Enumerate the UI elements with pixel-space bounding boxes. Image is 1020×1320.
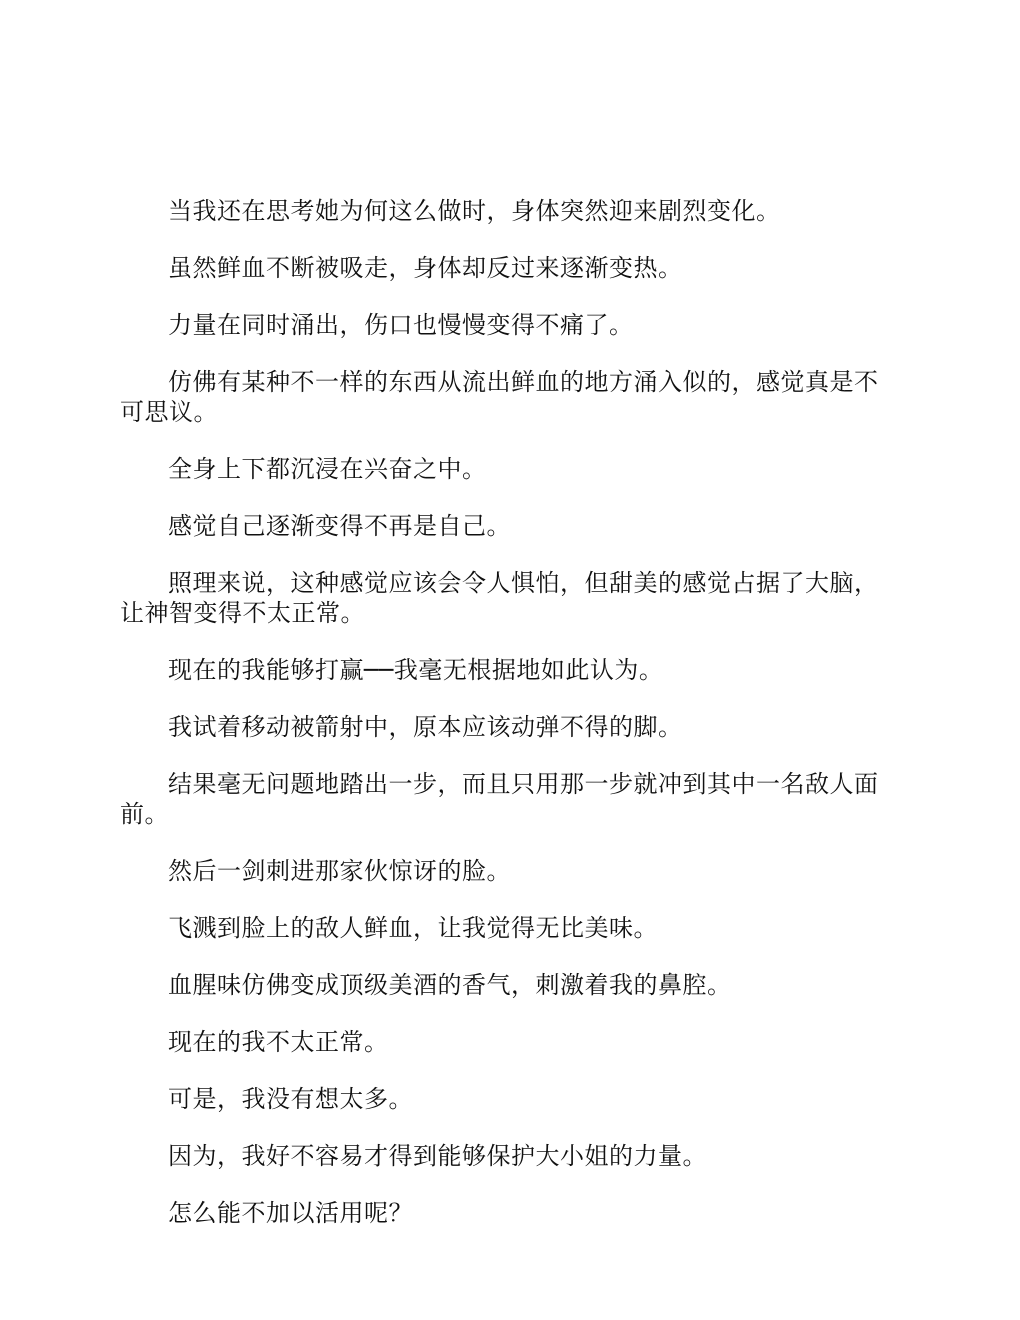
paragraph: 当我还在思考她为何这么做时，身体突然迎来剧烈变化。 xyxy=(168,197,781,225)
paragraph: 现在的我不太正常。 xyxy=(168,1028,389,1056)
paragraph: 感觉自己逐渐变得不再是自己。 xyxy=(168,512,511,540)
paragraph: 我试着移动被箭射中，原本应该动弹不得的脚。 xyxy=(168,713,683,741)
paragraph: 飞溅到脸上的敌人鲜血，让我觉得无比美味。 xyxy=(168,914,658,942)
paragraph: 因为，我好不容易才得到能够保护大小姐的力量。 xyxy=(168,1142,707,1170)
document-body xyxy=(120,196,900,1255)
paragraph: 现在的我能够打赢──我毫无根据地如此认为。 xyxy=(168,656,664,684)
paragraph: 仿佛有某种不一样的东西从流出鲜血的地方涌入似的，感觉真是不可思议。 xyxy=(120,368,879,426)
paragraph: 力量在同时涌出，伤口也慢慢变得不痛了。 xyxy=(168,311,634,339)
paragraph: 怎么能不加以活用呢？ xyxy=(168,1199,413,1227)
paragraph: 可是，我没有想太多。 xyxy=(168,1085,413,1113)
paragraph: 虽然鲜血不断被吸走，身体却反过来逐渐变热。 xyxy=(168,254,683,282)
paragraph: 全身上下都沉浸在兴奋之中。 xyxy=(168,455,487,483)
paragraph: 照理来说，这种感觉应该会令人惧怕，但甜美的感觉占据了大脑，让神智变得不太正常。 xyxy=(120,569,879,627)
paragraph: 结果毫无问题地踏出一步，而且只用那一步就冲到其中一名敌人面前。 xyxy=(120,770,879,828)
paragraph: 然后一剑刺进那家伙惊讶的脸。 xyxy=(168,857,511,885)
paragraph: 血腥味仿佛变成顶级美酒的香气，刺激着我的鼻腔。 xyxy=(168,971,732,999)
